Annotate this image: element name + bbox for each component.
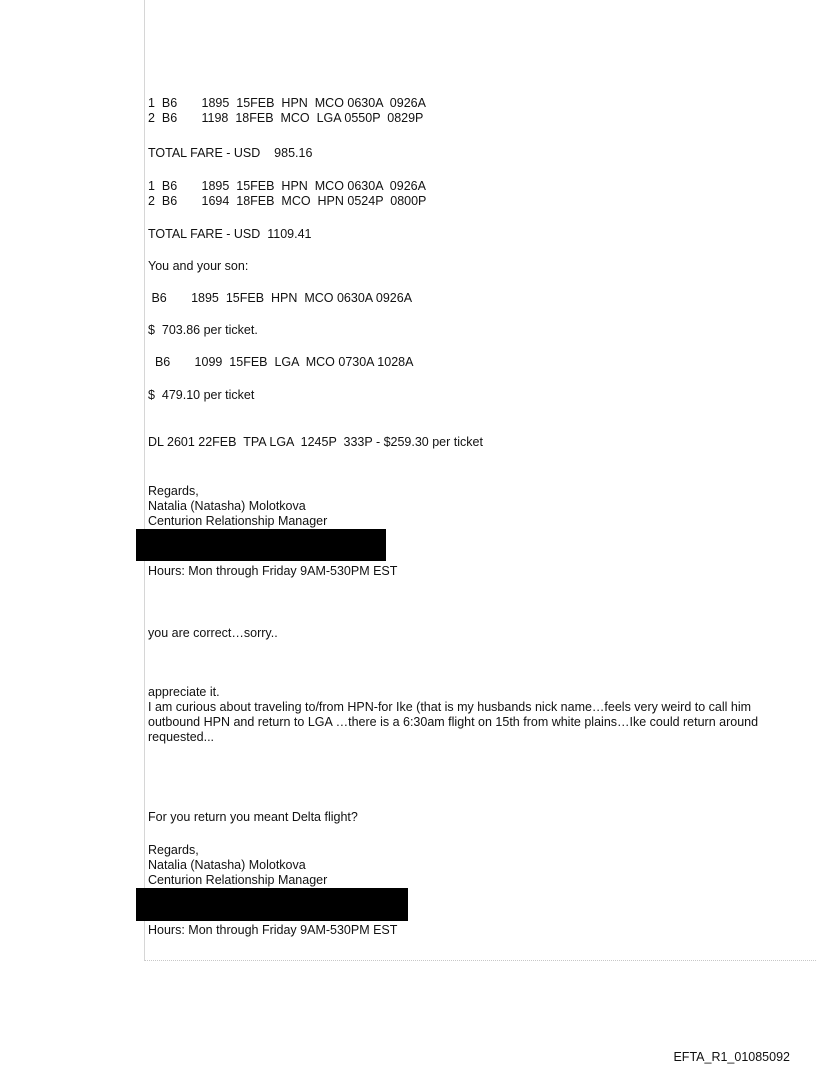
signature-1-title: Centurion Relationship Manager — [148, 514, 328, 528]
message-line-2: I am curious about traveling to/from HPN-for Ike (that is my husbands nick name…feels very weird to call him — [148, 700, 752, 714]
signature-2-hours: Hours: Mon through Friday 9AM-530PM EST — [148, 923, 398, 937]
document-id: EFTA_R1_01085092 — [673, 1050, 790, 1064]
question-delta: For you return you meant Delta flight? — [148, 810, 358, 824]
itinerary-1-total-fare: TOTAL FARE - USD 985.16 — [148, 146, 313, 160]
email-body — [144, 0, 816, 961]
itinerary-1-segment-2: 2 B6 1198 18FEB MCO LGA 0550P 0829P — [148, 111, 424, 125]
message-line-1: appreciate it. — [148, 685, 220, 699]
signature-1-hours: Hours: Mon through Friday 9AM-530PM EST — [148, 564, 398, 578]
redaction-block — [136, 529, 386, 561]
delta-flight-line: DL 2601 22FEB TPA LGA 1245P 333P - $259.30 per ticket — [148, 435, 483, 449]
itinerary-2-segment-1: 1 B6 1895 15FEB HPN MCO 0630A 0926A — [148, 179, 426, 193]
itinerary-2-segment-2: 2 B6 1694 18FEB MCO HPN 0524P 0800P — [148, 194, 427, 208]
option-2-price: $ 479.10 per ticket — [148, 388, 255, 402]
signature-1-name: Natalia (Natasha) Molotkova — [148, 499, 306, 513]
signature-1-regards: Regards, — [148, 484, 199, 498]
signature-2-regards: Regards, — [148, 843, 199, 857]
you-and-son-heading: You and your son: — [148, 259, 249, 273]
option-1-price: $ 703.86 per ticket. — [148, 323, 258, 337]
itinerary-2-total-fare: TOTAL FARE - USD 1109.41 — [148, 227, 312, 241]
redaction-block — [136, 888, 408, 921]
option-2-flight: B6 1099 15FEB LGA MCO 0730A 1028A — [148, 355, 414, 369]
message-line-3: outbound HPN and return to LGA …there is a 6:30am flight on 15th from white plains…Ike could return around — [148, 715, 759, 729]
reply-correct: you are correct…sorry.. — [148, 626, 278, 640]
option-1-flight: B6 1895 15FEB HPN MCO 0630A 0926A — [148, 291, 413, 305]
signature-2-title: Centurion Relationship Manager — [148, 873, 328, 887]
message-line-4: requested... — [148, 730, 215, 744]
itinerary-1-segment-1: 1 B6 1895 15FEB HPN MCO 0630A 0926A — [148, 96, 426, 110]
signature-2-name: Natalia (Natasha) Molotkova — [148, 858, 306, 872]
